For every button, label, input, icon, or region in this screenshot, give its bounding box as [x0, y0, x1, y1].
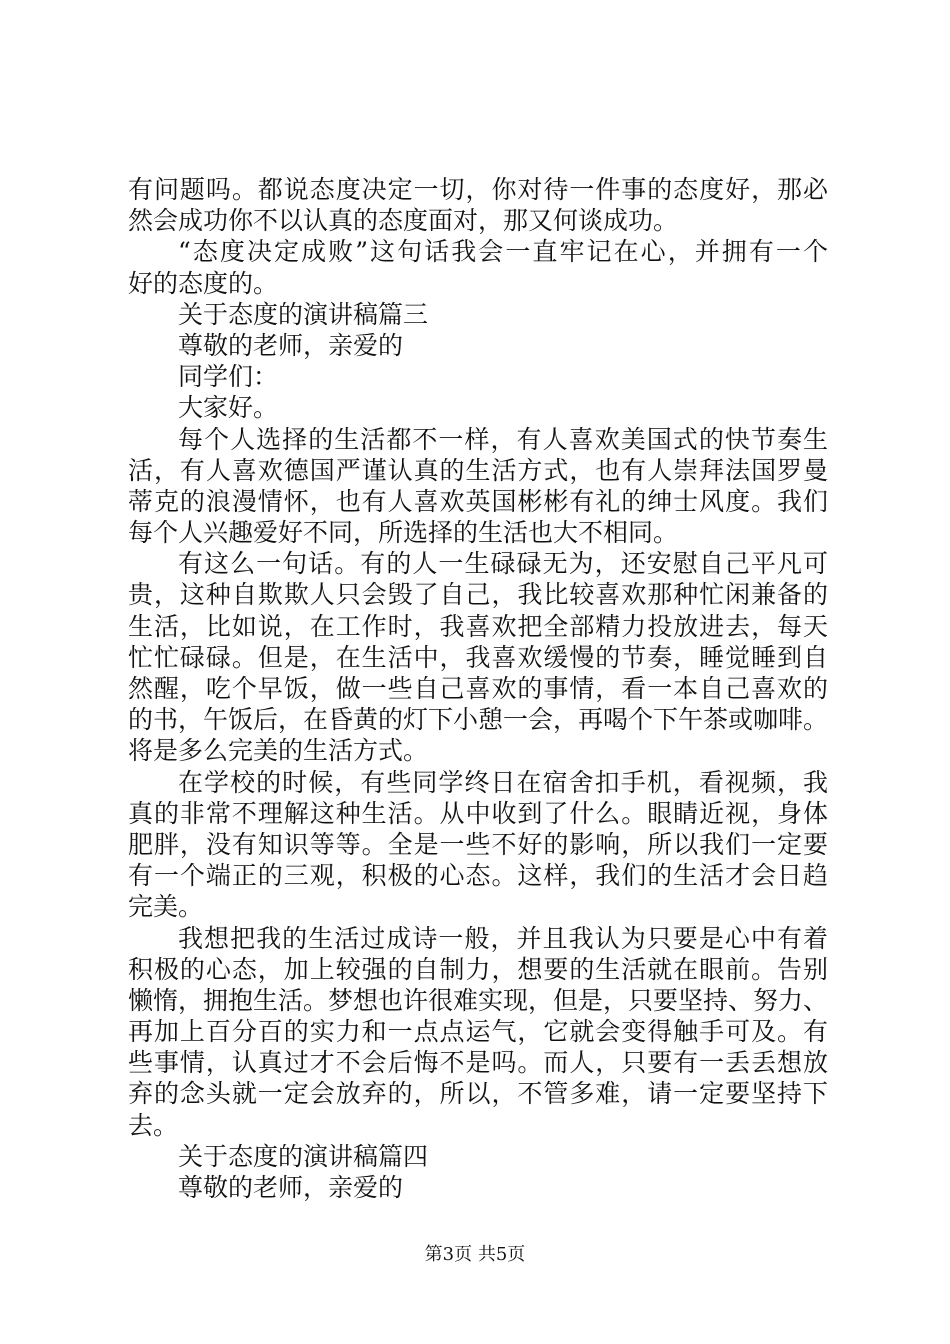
text-line: 有这么一句话。有的人一生碌碌无为，还安慰自己平凡可 — [178, 549, 828, 579]
text-line: 然醒，吃个早饭，做一些自己喜欢的事情，看一本自己喜欢的 — [128, 674, 828, 703]
text-line: 有一个端正的三观，积极的心态。这样，我们的生活才会日趋 — [128, 861, 828, 891]
text-line: 有问题吗。都说态度决定一切，你对待一件事的态度好，那必 — [128, 175, 828, 204]
text-line: 积极的心态，加上较强的自制力，想要的生活就在眼前。告别 — [128, 954, 828, 984]
text-line: 的书，午饭后，在昏黄的灯下小憩一会，再喝个下午茶或咖啡。 — [128, 705, 829, 735]
text-line: 些事情，认真过才不会后悔不是吗。而人，只要有一丢丢想放 — [128, 1048, 828, 1078]
text-line: 贵，这种自欺欺人只会毁了自己，我比较喜欢那种忙闲兼备的 — [128, 580, 828, 610]
text-line: 将是多么完美的生活方式。 — [128, 736, 429, 766]
section-heading: 关于态度的演讲稿篇四 — [178, 1141, 429, 1171]
text-line: “态度决定成败”这句话我会一直牢记在心，并拥有一个 — [178, 237, 828, 267]
text-line: 活，有人喜欢德国严谨认真的生活方式，也有人崇拜法国罗曼 — [128, 455, 828, 485]
text-line: 再加上百分百的实力和一点点运气，它就会变得触手可及。有 — [128, 1017, 828, 1047]
greeting: 大家好。 — [178, 393, 279, 423]
text-line: 蒂克的浪漫情怀，也有人喜欢英国彬彬有礼的绅士风度。我们 — [128, 486, 828, 516]
document-body — [128, 174, 828, 1203]
text-line: 我想把我的生活过成诗一般，并且我认为只要是心中有着 — [178, 923, 828, 953]
salutation: 尊敬的老师，亲爱的 — [178, 330, 404, 360]
text-line: 生活，比如说，在工作时，我喜欢把全部精力投放进去，每天 — [128, 611, 828, 641]
text-line: 每个人选择的生活都不一样，有人喜欢美国式的快节奏生 — [178, 424, 828, 454]
salutation: 同学们： — [178, 362, 279, 392]
text-line: 好的态度的。 — [128, 268, 279, 298]
text-line: 完美。 — [128, 892, 204, 922]
text-line: 去。 — [128, 1110, 179, 1140]
text-line: 在学校的时候，有些同学终日在宿舍扣手机，看视频，我 — [178, 767, 828, 797]
salutation: 尊敬的老师，亲爱的 — [178, 1173, 404, 1202]
text-line: 然会成功你不以认真的态度面对，那又何谈成功。 — [128, 206, 679, 236]
text-line: 懒惰，拥抱生活。梦想也许很难实现，但是，只要坚持、努力、 — [128, 985, 829, 1015]
text-line: 每个人兴趣爱好不同，所选择的生活也大不相同。 — [128, 518, 679, 548]
text-line: 肥胖，没有知识等等。全是一些不好的影响，所以我们一定要 — [128, 829, 828, 859]
page-number-footer: 第3页 共5页 — [424, 1244, 526, 1265]
text-line: 弃的念头就一定会放弃的，所以，不管多难，请一定要坚持下 — [128, 1079, 828, 1109]
section-heading: 关于态度的演讲稿篇三 — [178, 299, 429, 329]
text-line: 忙忙碌碌。但是，在生活中，我喜欢缓慢的节奏，睡觉睡到自 — [128, 642, 828, 672]
text-line: 真的非常不理解这种生活。从中收到了什么。眼睛近视，身体 — [128, 798, 828, 828]
